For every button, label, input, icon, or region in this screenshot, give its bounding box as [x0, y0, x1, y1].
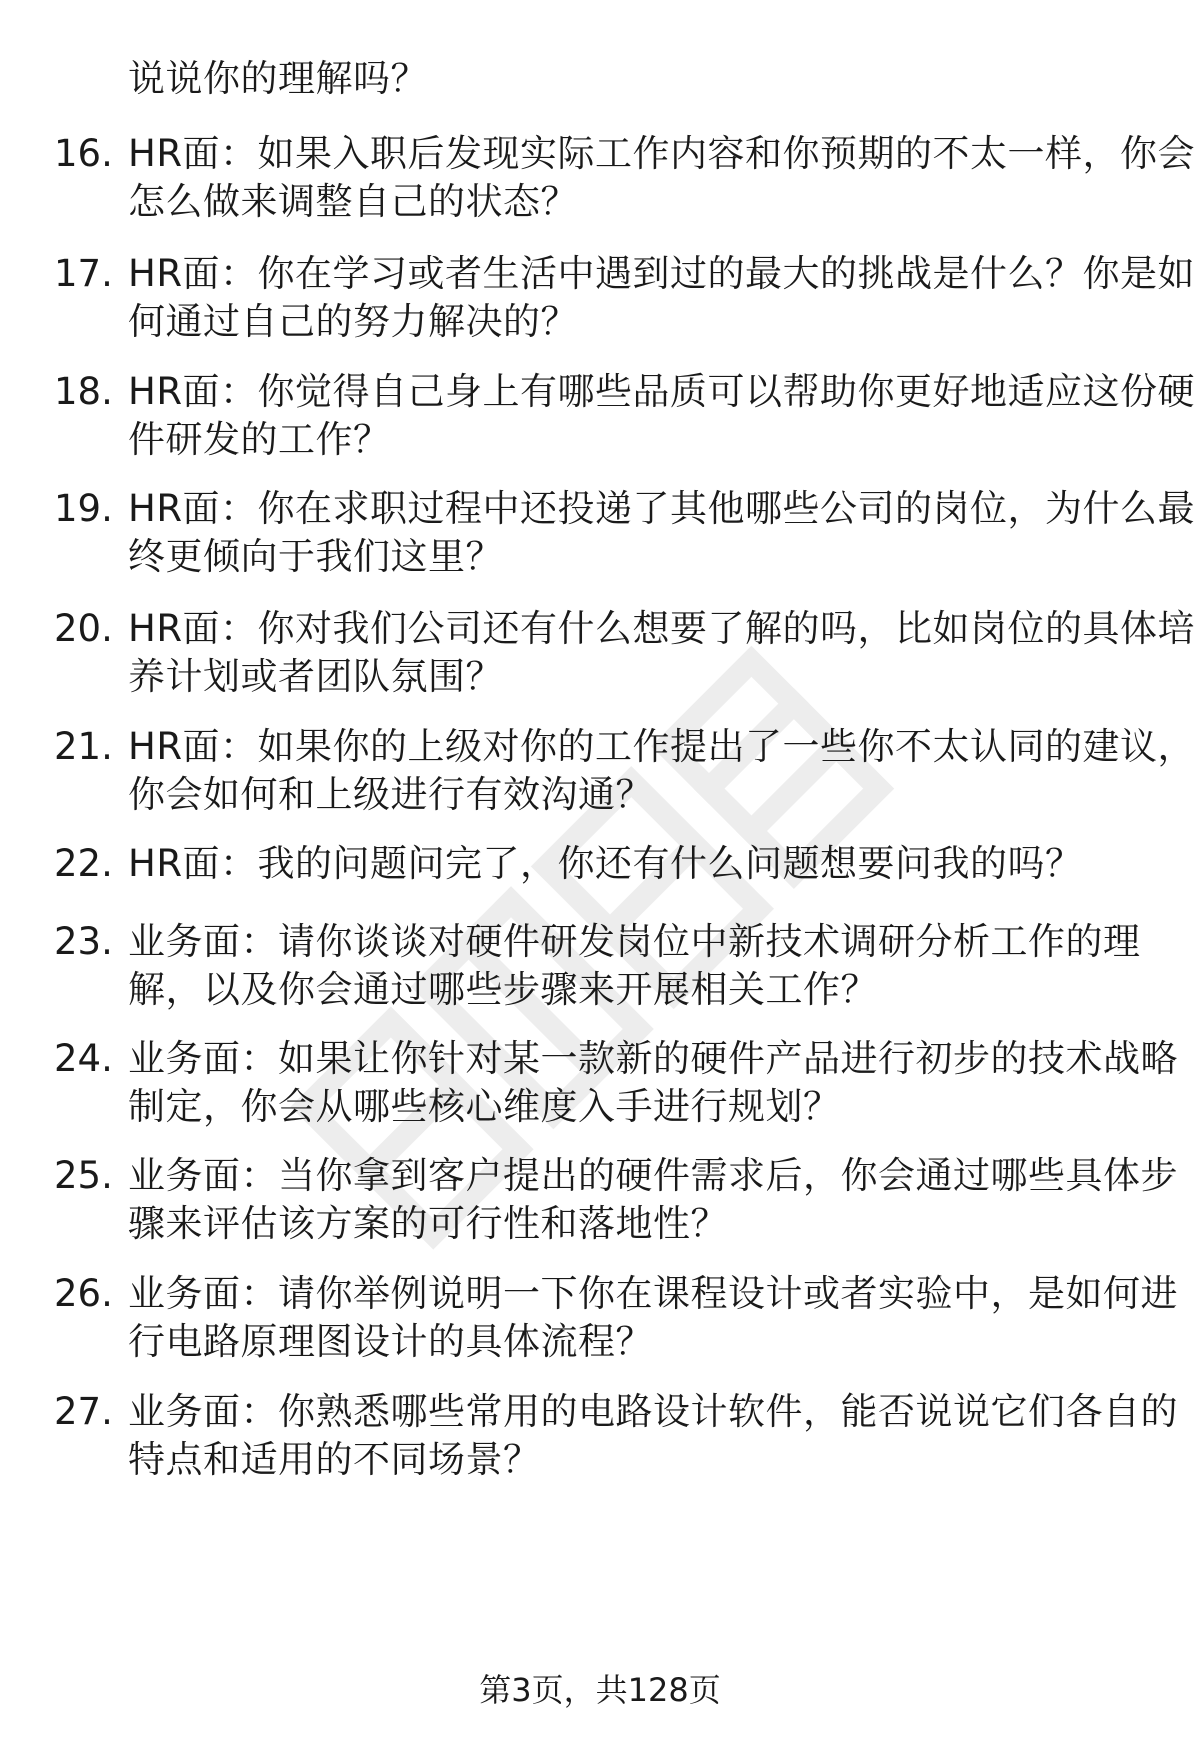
question-text	[128, 485, 1196, 581]
question-number: 24.	[54, 1037, 113, 1080]
question-line: HR面：你对我们公司还有什么想要了解的吗，比如岗位的具体培	[128, 607, 1196, 650]
question-line: 业务面：请你举例说明一下你在课程设计或者实验中，是如何进	[128, 1272, 1178, 1315]
question-line: 你会如何和上级进行有效沟通？	[128, 773, 653, 816]
question-text	[128, 368, 1196, 464]
question-number: 17.	[54, 252, 113, 295]
question-number: 18.	[54, 370, 113, 413]
question-line: 终更倾向于我们这里？	[128, 535, 503, 578]
question-number: 23.	[54, 920, 113, 963]
question-line: 解，以及你会通过哪些步骤来开展相关工作？	[128, 968, 878, 1011]
question-line: HR面：如果入职后发现实际工作内容和你预期的不太一样，你会	[128, 132, 1196, 175]
question-line: HR面：你在求职过程中还投递了其他哪些公司的岗位，为什么最	[128, 487, 1196, 530]
question-line: 业务面：你熟悉哪些常用的电路设计软件，能否说说它们各自的	[128, 1390, 1178, 1433]
question-text	[128, 918, 1158, 1014]
question-line: 业务面：如果让你针对某一款新的硬件产品进行初步的技术战略	[128, 1037, 1178, 1080]
question-line: HR面：你觉得自己身上有哪些品质可以帮助你更好地适应这份硬	[128, 370, 1196, 413]
question-text	[128, 130, 1196, 226]
question-text	[128, 1388, 1178, 1484]
question-line: 件研发的工作？	[128, 418, 391, 461]
question-number: 16.	[54, 132, 113, 175]
question-text	[128, 840, 1158, 888]
question-line: 骤来评估该方案的可行性和落地性？	[128, 1202, 728, 1245]
question-line: 何通过自己的努力解决的？	[128, 300, 578, 343]
question-line: 业务面：请你谈谈对硬件研发岗位中新技术调研分析工作的理	[128, 920, 1141, 963]
question-line: 养计划或者团队氛围？	[128, 655, 503, 698]
question-number: 21.	[54, 725, 113, 768]
question-text	[128, 1035, 1178, 1131]
question-line: 特点和适用的不同场景？	[128, 1438, 541, 1481]
question-number: 20.	[54, 607, 113, 650]
question-text	[128, 605, 1196, 701]
question-number: 27.	[54, 1390, 113, 1433]
question-line: 制定，你会从哪些核心维度入手进行规划？	[128, 1085, 841, 1128]
question-text	[128, 723, 1196, 819]
question-line: 怎么做来调整自己的状态？	[128, 180, 578, 223]
question-line: HR面：我的问题问完了，你还有什么问题想要问我的吗？	[128, 842, 1083, 885]
question-text	[128, 250, 1196, 346]
question-number: 25.	[54, 1154, 113, 1197]
question-line: HR面：你在学习或者生活中遇到过的最大的挑战是什么？你是如	[128, 252, 1196, 295]
question-number: 19.	[54, 487, 113, 530]
page-footer: 第3页，共128页	[479, 1671, 721, 1709]
question-number: 26.	[54, 1272, 113, 1315]
question-number: 22.	[54, 842, 113, 885]
question-text	[128, 1152, 1178, 1248]
intro-line: 说说你的理解吗？	[128, 57, 428, 100]
question-text	[128, 1270, 1178, 1366]
question-line: 业务面：当你拿到客户提出的硬件需求后，你会通过哪些具体步	[128, 1154, 1178, 1197]
question-line: HR面：如果你的上级对你的工作提出了一些你不太认同的建议，	[128, 725, 1196, 768]
question-line: 行电路原理图设计的具体流程？	[128, 1320, 653, 1363]
